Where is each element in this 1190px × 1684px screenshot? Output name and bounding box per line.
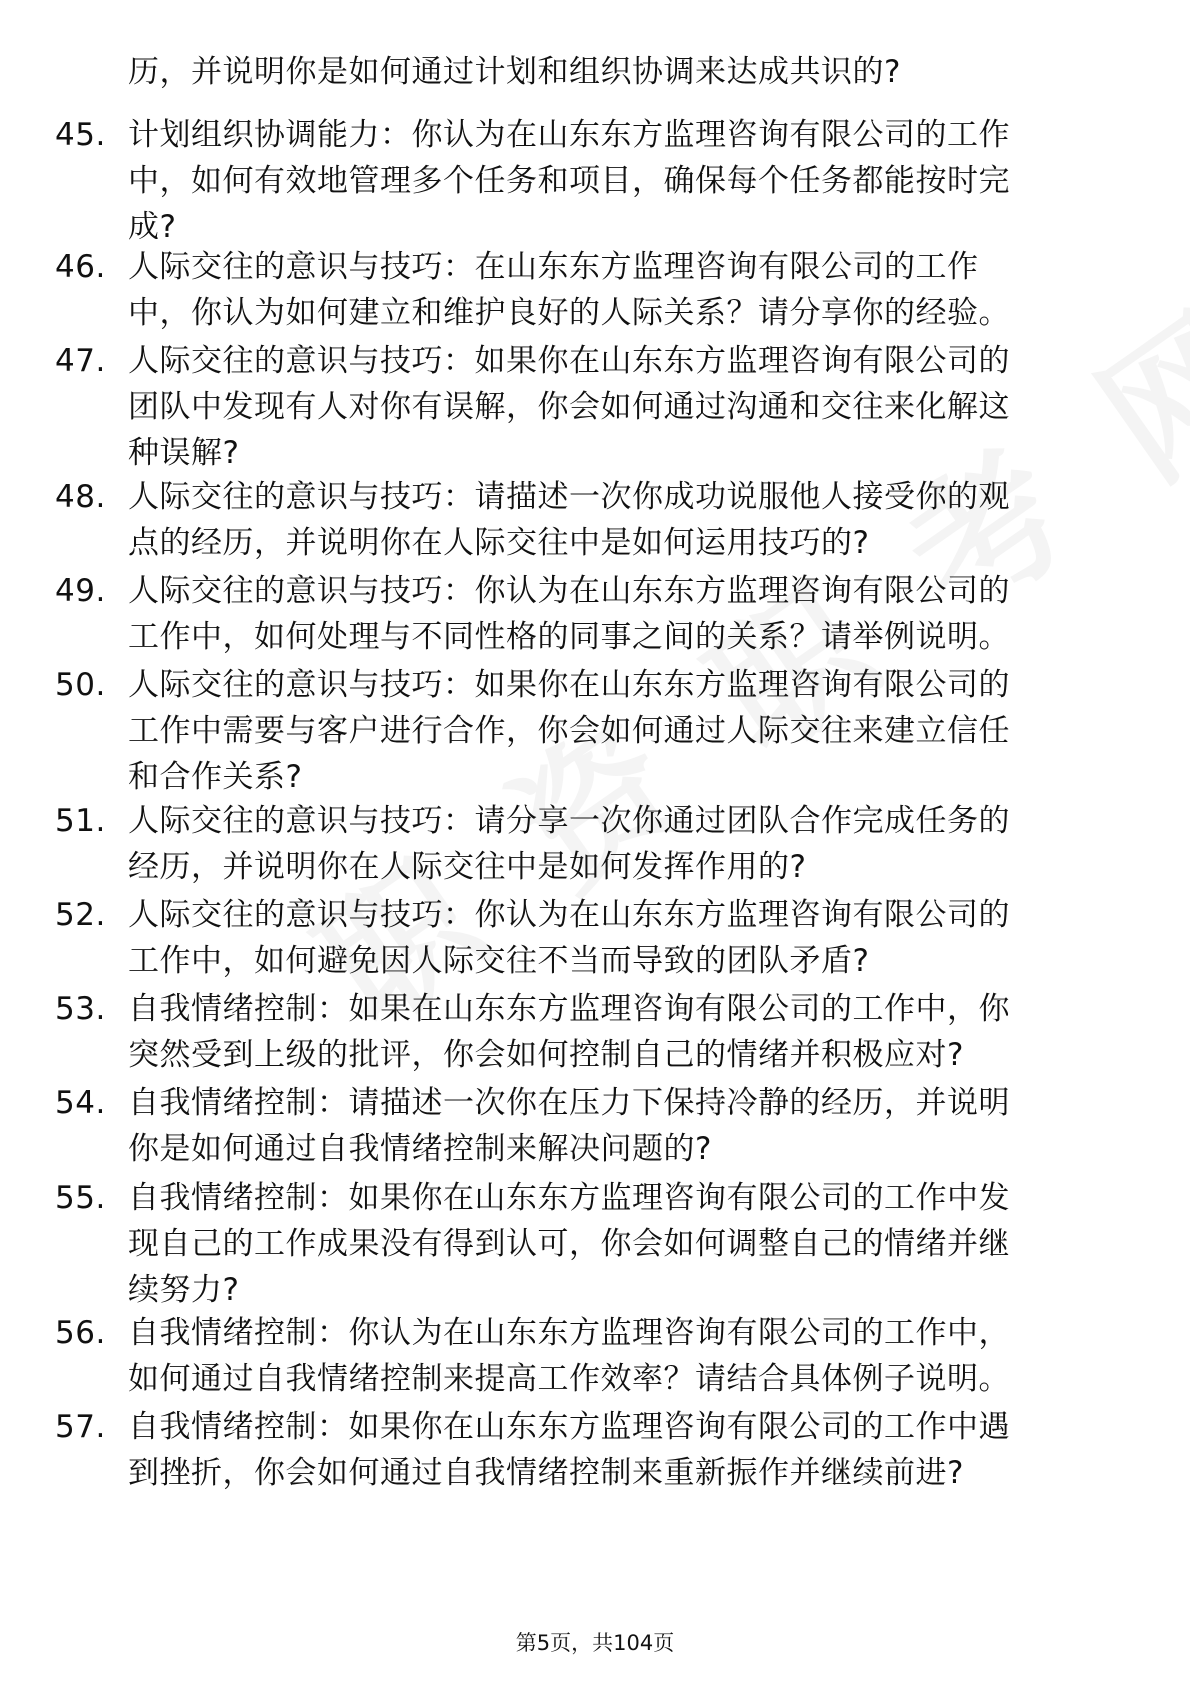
question-line: 种误解? xyxy=(128,435,240,471)
page-footer: 第5页，共104页 xyxy=(515,1631,675,1655)
question-number: 47. xyxy=(55,343,106,379)
question-text xyxy=(128,112,1128,250)
question-line: 中，你认为如何建立和维护良好的人际关系？请分享你的经验。 xyxy=(128,295,1010,331)
question-line: 人际交往的意识与技巧：你认为在山东东方监理咨询有限公司的 xyxy=(128,897,1010,933)
question-line: 人际交往的意识与技巧：在山东东方监理咨询有限公司的工作 xyxy=(128,249,979,285)
question-text xyxy=(128,892,1128,984)
question-line: 自我情绪控制：你认为在山东东方监理咨询有限公司的工作中， xyxy=(128,1315,1010,1351)
question-line: 到挫折，你会如何通过自我情绪控制来重新振作并继续前进? xyxy=(128,1455,964,1491)
question-line: 续努力? xyxy=(128,1272,240,1308)
question-line: 突然受到上级的批评，你会如何控制自己的情绪并积极应对? xyxy=(128,1037,964,1073)
question-line: 工作中，如何处理与不同性格的同事之间的关系？请举例说明。 xyxy=(128,619,1010,655)
question-line: 中，如何有效地管理多个任务和项目，确保每个任务都能按时完 xyxy=(128,163,1010,199)
question-line: 计划组织协调能力：你认为在山东东方监理咨询有限公司的工作 xyxy=(128,117,1010,153)
question-number: 54. xyxy=(55,1085,106,1121)
question-text xyxy=(128,474,1128,566)
question-number: 49. xyxy=(55,573,106,609)
question-number: 50. xyxy=(55,667,106,703)
question-line: 人际交往的意识与技巧：如果你在山东东方监理咨询有限公司的 xyxy=(128,343,1010,379)
question-number: 55. xyxy=(55,1180,106,1216)
question-text xyxy=(128,986,1128,1078)
question-number: 48. xyxy=(55,479,106,515)
question-line: 点的经历，并说明你在人际交往中是如何运用技巧的? xyxy=(128,525,870,561)
question-number: 52. xyxy=(55,897,106,933)
continuation-line: 历，并说明你是如何通过计划和组织协调来达成共识的? xyxy=(128,54,901,90)
question-text xyxy=(128,1080,1128,1172)
question-line: 如何通过自我情绪控制来提高工作效率？请结合具体例子说明。 xyxy=(128,1361,1010,1397)
question-number: 45. xyxy=(55,117,106,153)
question-line: 自我情绪控制：如果在山东东方监理咨询有限公司的工作中，你 xyxy=(128,991,1010,1027)
question-text xyxy=(128,568,1128,660)
question-number: 51. xyxy=(55,803,106,839)
question-line: 人际交往的意识与技巧：请描述一次你成功说服他人接受你的观 xyxy=(128,479,1010,515)
question-number: 53. xyxy=(55,991,106,1027)
question-line: 你是如何通过自我情绪控制来解决问题的? xyxy=(128,1131,712,1167)
question-line: 经历，并说明你在人际交往中是如何发挥作用的? xyxy=(128,849,807,885)
question-text xyxy=(128,1175,1128,1313)
question-line: 和合作关系? xyxy=(128,759,303,795)
question-number: 46. xyxy=(55,249,106,285)
question-text xyxy=(128,1404,1128,1496)
question-line: 现自己的工作成果没有得到认可，你会如何调整自己的情绪并继 xyxy=(128,1226,1010,1262)
question-line: 自我情绪控制：如果你在山东东方监理咨询有限公司的工作中发 xyxy=(128,1180,1010,1216)
question-line: 人际交往的意识与技巧：你认为在山东东方监理咨询有限公司的 xyxy=(128,573,1010,609)
question-number: 57. xyxy=(55,1409,106,1445)
question-line: 成? xyxy=(128,209,177,245)
question-text xyxy=(128,662,1128,800)
question-line: 团队中发现有人对你有误解，你会如何通过沟通和交往来化解这 xyxy=(128,389,1010,425)
question-text xyxy=(128,1310,1128,1402)
question-line: 工作中需要与客户进行合作，你会如何通过人际交往来建立信任 xyxy=(128,713,1010,749)
question-line: 人际交往的意识与技巧：请分享一次你通过团队合作完成任务的 xyxy=(128,803,1010,839)
question-text xyxy=(128,244,1128,336)
question-line: 自我情绪控制：请描述一次你在压力下保持冷静的经历，并说明 xyxy=(128,1085,1010,1121)
question-line: 工作中，如何避免因人际交往不当而导致的团队矛盾? xyxy=(128,943,870,979)
question-text xyxy=(128,798,1128,890)
question-text xyxy=(128,338,1128,476)
question-number: 56. xyxy=(55,1315,106,1351)
question-line: 自我情绪控制：如果你在山东东方监理咨询有限公司的工作中遇 xyxy=(128,1409,1010,1445)
question-line: 人际交往的意识与技巧：如果你在山东东方监理咨询有限公司的 xyxy=(128,667,1010,703)
